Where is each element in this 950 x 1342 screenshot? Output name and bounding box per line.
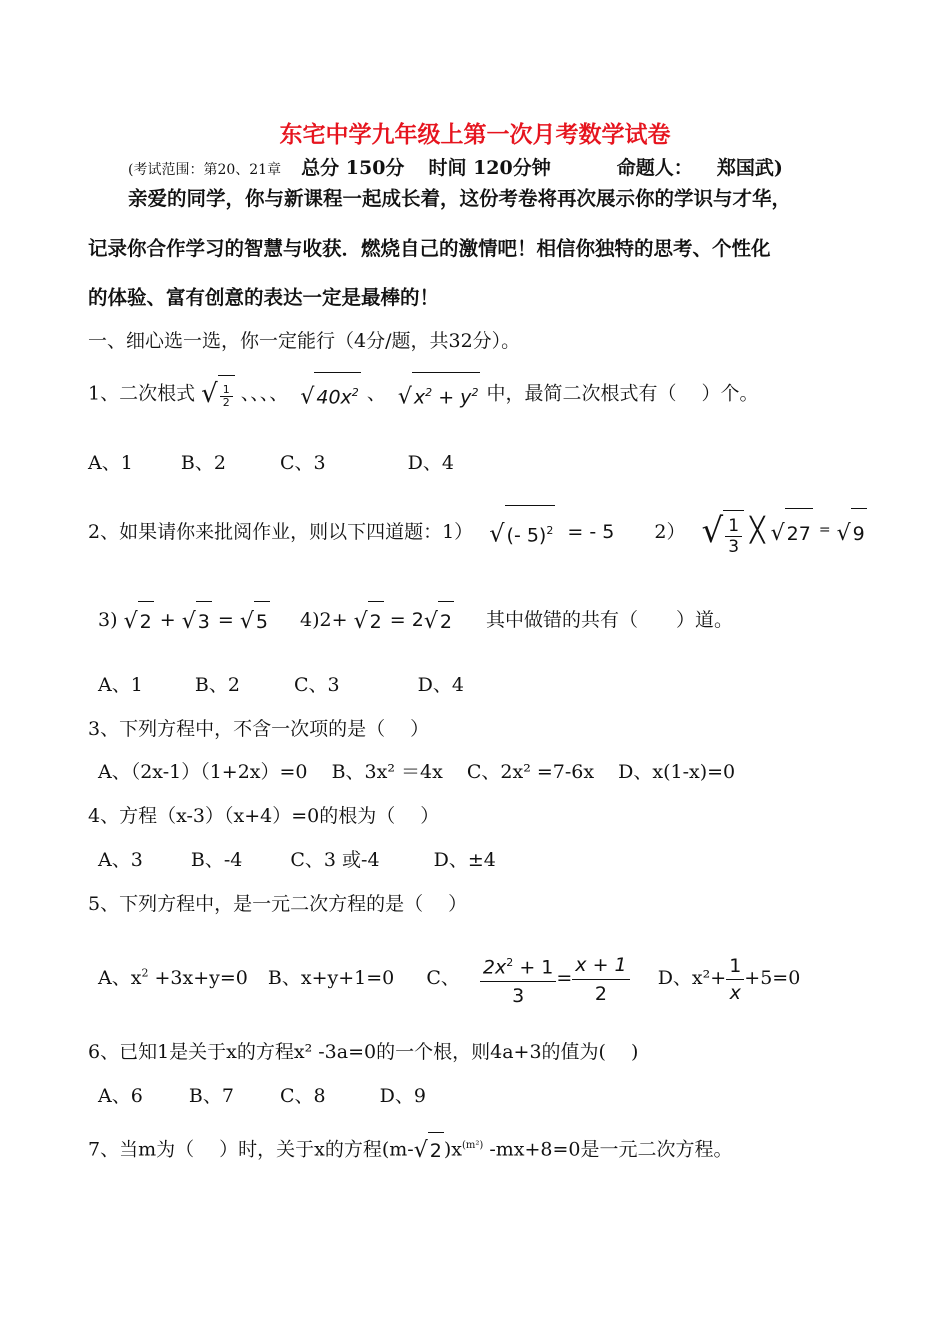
q6-option-a: A、6 bbox=[98, 1085, 143, 1107]
q1-suffix: 中，最简二次根式有（ ）个。 bbox=[486, 382, 759, 405]
q2-times: ╳ bbox=[750, 516, 765, 544]
q4-options bbox=[98, 847, 496, 873]
q2-label-4: 4)2+ bbox=[300, 609, 348, 631]
q5-options bbox=[98, 944, 800, 1010]
q6-options bbox=[98, 1083, 426, 1109]
q5-option-b: B、x+y+1=0 bbox=[267, 967, 395, 990]
q2-label-2: 2） bbox=[654, 521, 686, 543]
q3-option-c: C、2x² =7-6x bbox=[466, 761, 595, 783]
q1-option-b: B、2 bbox=[180, 452, 226, 474]
q7-exponent: (m²) bbox=[461, 1140, 484, 1151]
exam-author: 郑国武) bbox=[716, 157, 783, 179]
question-4: 4、方程（x-3）（x+4）=0的根为（ ） bbox=[88, 805, 440, 827]
q7-suffix: -mx+8=0是一元二次方程。 bbox=[489, 1138, 733, 1161]
q5-option-c: C、 $\frac{2x^2 + 1}{3}$ = $\frac{x + 1}{2}$ bbox=[426, 967, 635, 989]
q2-option-d: D、4 bbox=[417, 674, 464, 696]
q7-radical: √ 2 bbox=[414, 1132, 444, 1169]
exam-scope: (考试范围：第20、21章 bbox=[128, 162, 282, 178]
q2-expr-2-frac: √ $\frac{1}{3}$ bbox=[702, 506, 745, 561]
question-6: 6、已知1是关于x的方程x² -3a=0的一个根，则4a+3的值为( ) bbox=[88, 1041, 639, 1063]
q2-expr-1: √ (- 5)$^2$ bbox=[489, 505, 555, 560]
q6-option-b: B、7 bbox=[188, 1085, 234, 1107]
q2-expr-4-eq: = 2 bbox=[389, 609, 424, 631]
exam-author-label: 命题人： bbox=[616, 157, 693, 179]
q2-expr-4-b: √ 2 bbox=[424, 601, 454, 642]
exam-info bbox=[128, 155, 783, 183]
q4-option-a: A、3 bbox=[98, 849, 143, 871]
q3-options bbox=[98, 759, 735, 785]
q3-option-b: B、3x² ＝4x bbox=[331, 761, 443, 783]
q3-option-a: A、（2x-1）（1+2x）=0 bbox=[98, 761, 308, 783]
q1-option-c: C、3 bbox=[279, 452, 326, 474]
section-1-heading: 一、细心选一选，你一定能行（4分/题，共32分）。 bbox=[88, 330, 521, 352]
q7-prefix: 7、当m为（ ）时，关于x的方程(m- bbox=[88, 1138, 414, 1161]
q2-expr-3: √ 2 bbox=[124, 601, 154, 642]
q7-mid: )x bbox=[443, 1138, 462, 1161]
intro-line-1: 亲爱的同学，你与新课程一起成长着，这份考卷将再次展示你的学识与才华， bbox=[128, 187, 792, 210]
intro-line-2: 记录你合作学习的智慧与收获．燃烧自己的激情吧！相信你独特的思考、个性化 bbox=[88, 237, 771, 260]
q1-radical-x2y2: √ $x^2 + y^2$ bbox=[398, 372, 481, 417]
q2-options bbox=[98, 672, 464, 698]
q1-comma: 、 bbox=[366, 382, 386, 405]
q1-radical-40x2: √ $40x^2$ bbox=[300, 372, 360, 417]
intro-line-3: 的体验、富有创意的表达一定是最棒的！ bbox=[88, 286, 440, 309]
q4-option-d: D、±4 bbox=[433, 849, 496, 871]
question-3: 3、下列方程中，不含一次项的是（ ） bbox=[88, 718, 430, 740]
exam-total: 总分 150分 bbox=[301, 157, 405, 179]
q4-option-c: C、3 或-4 bbox=[290, 849, 380, 871]
q2-expr-3-c: √ 5 bbox=[240, 601, 270, 642]
q4-option-b: B、-4 bbox=[190, 849, 243, 871]
q6-option-c: C、8 bbox=[279, 1085, 326, 1107]
exam-time: 时间 120分钟 bbox=[428, 157, 551, 179]
q2-prefix: 2、如果请你来批阅作业，则以下四道题：1） bbox=[88, 521, 474, 543]
q1-separator: 、、、、 bbox=[240, 382, 289, 405]
q1-prefix: 1、二次根式 bbox=[88, 382, 196, 405]
q3-option-d: D、x(1-x)=0 bbox=[618, 761, 736, 783]
question-5: 5、下列方程中，是一元二次方程的是（ ） bbox=[88, 893, 468, 915]
q5-option-d: D、x²+ $\frac{1}{x}$ +5=0 bbox=[657, 954, 801, 1004]
q1-radical-half: √ $\frac{1}{2}$ bbox=[201, 374, 235, 416]
q2-suffix: 其中做错的共有（ ）道。 bbox=[485, 609, 733, 631]
q2-label-3: 3) bbox=[98, 609, 118, 631]
q5-option-a: A、$x^2 +3x+y=0$ bbox=[98, 967, 248, 990]
q1-options bbox=[88, 450, 454, 476]
q2-option-c: C、3 bbox=[293, 674, 340, 696]
question-7 bbox=[88, 1128, 733, 1169]
exam-title: 东宅中学九年级上第一次月考数学试卷 bbox=[279, 121, 671, 148]
q2-expr-3-b: √ 3 bbox=[182, 601, 212, 642]
q2-expr-4-a: √ 2 bbox=[354, 601, 384, 642]
q2-option-b: B、2 bbox=[194, 674, 240, 696]
q1-option-a: A、1 bbox=[88, 452, 133, 474]
q6-option-d: D、9 bbox=[379, 1085, 426, 1107]
question-1 bbox=[88, 372, 759, 417]
q2-expr-2-sqrt9: √ 9 bbox=[837, 508, 867, 559]
q2-expr-1-rhs: = - 5 bbox=[567, 521, 615, 543]
q2-expr-3-eq: = bbox=[217, 609, 234, 631]
q2-expr-2-sqrt27: √ 27 bbox=[771, 508, 813, 559]
question-2 bbox=[88, 505, 867, 561]
q2-option-a: A、1 bbox=[98, 674, 143, 696]
q2-expr-2-eq: = bbox=[818, 522, 831, 538]
question-2-cont bbox=[98, 600, 733, 642]
q2-expr-3-plus: + bbox=[159, 609, 176, 631]
q1-option-d: D、4 bbox=[407, 452, 454, 474]
